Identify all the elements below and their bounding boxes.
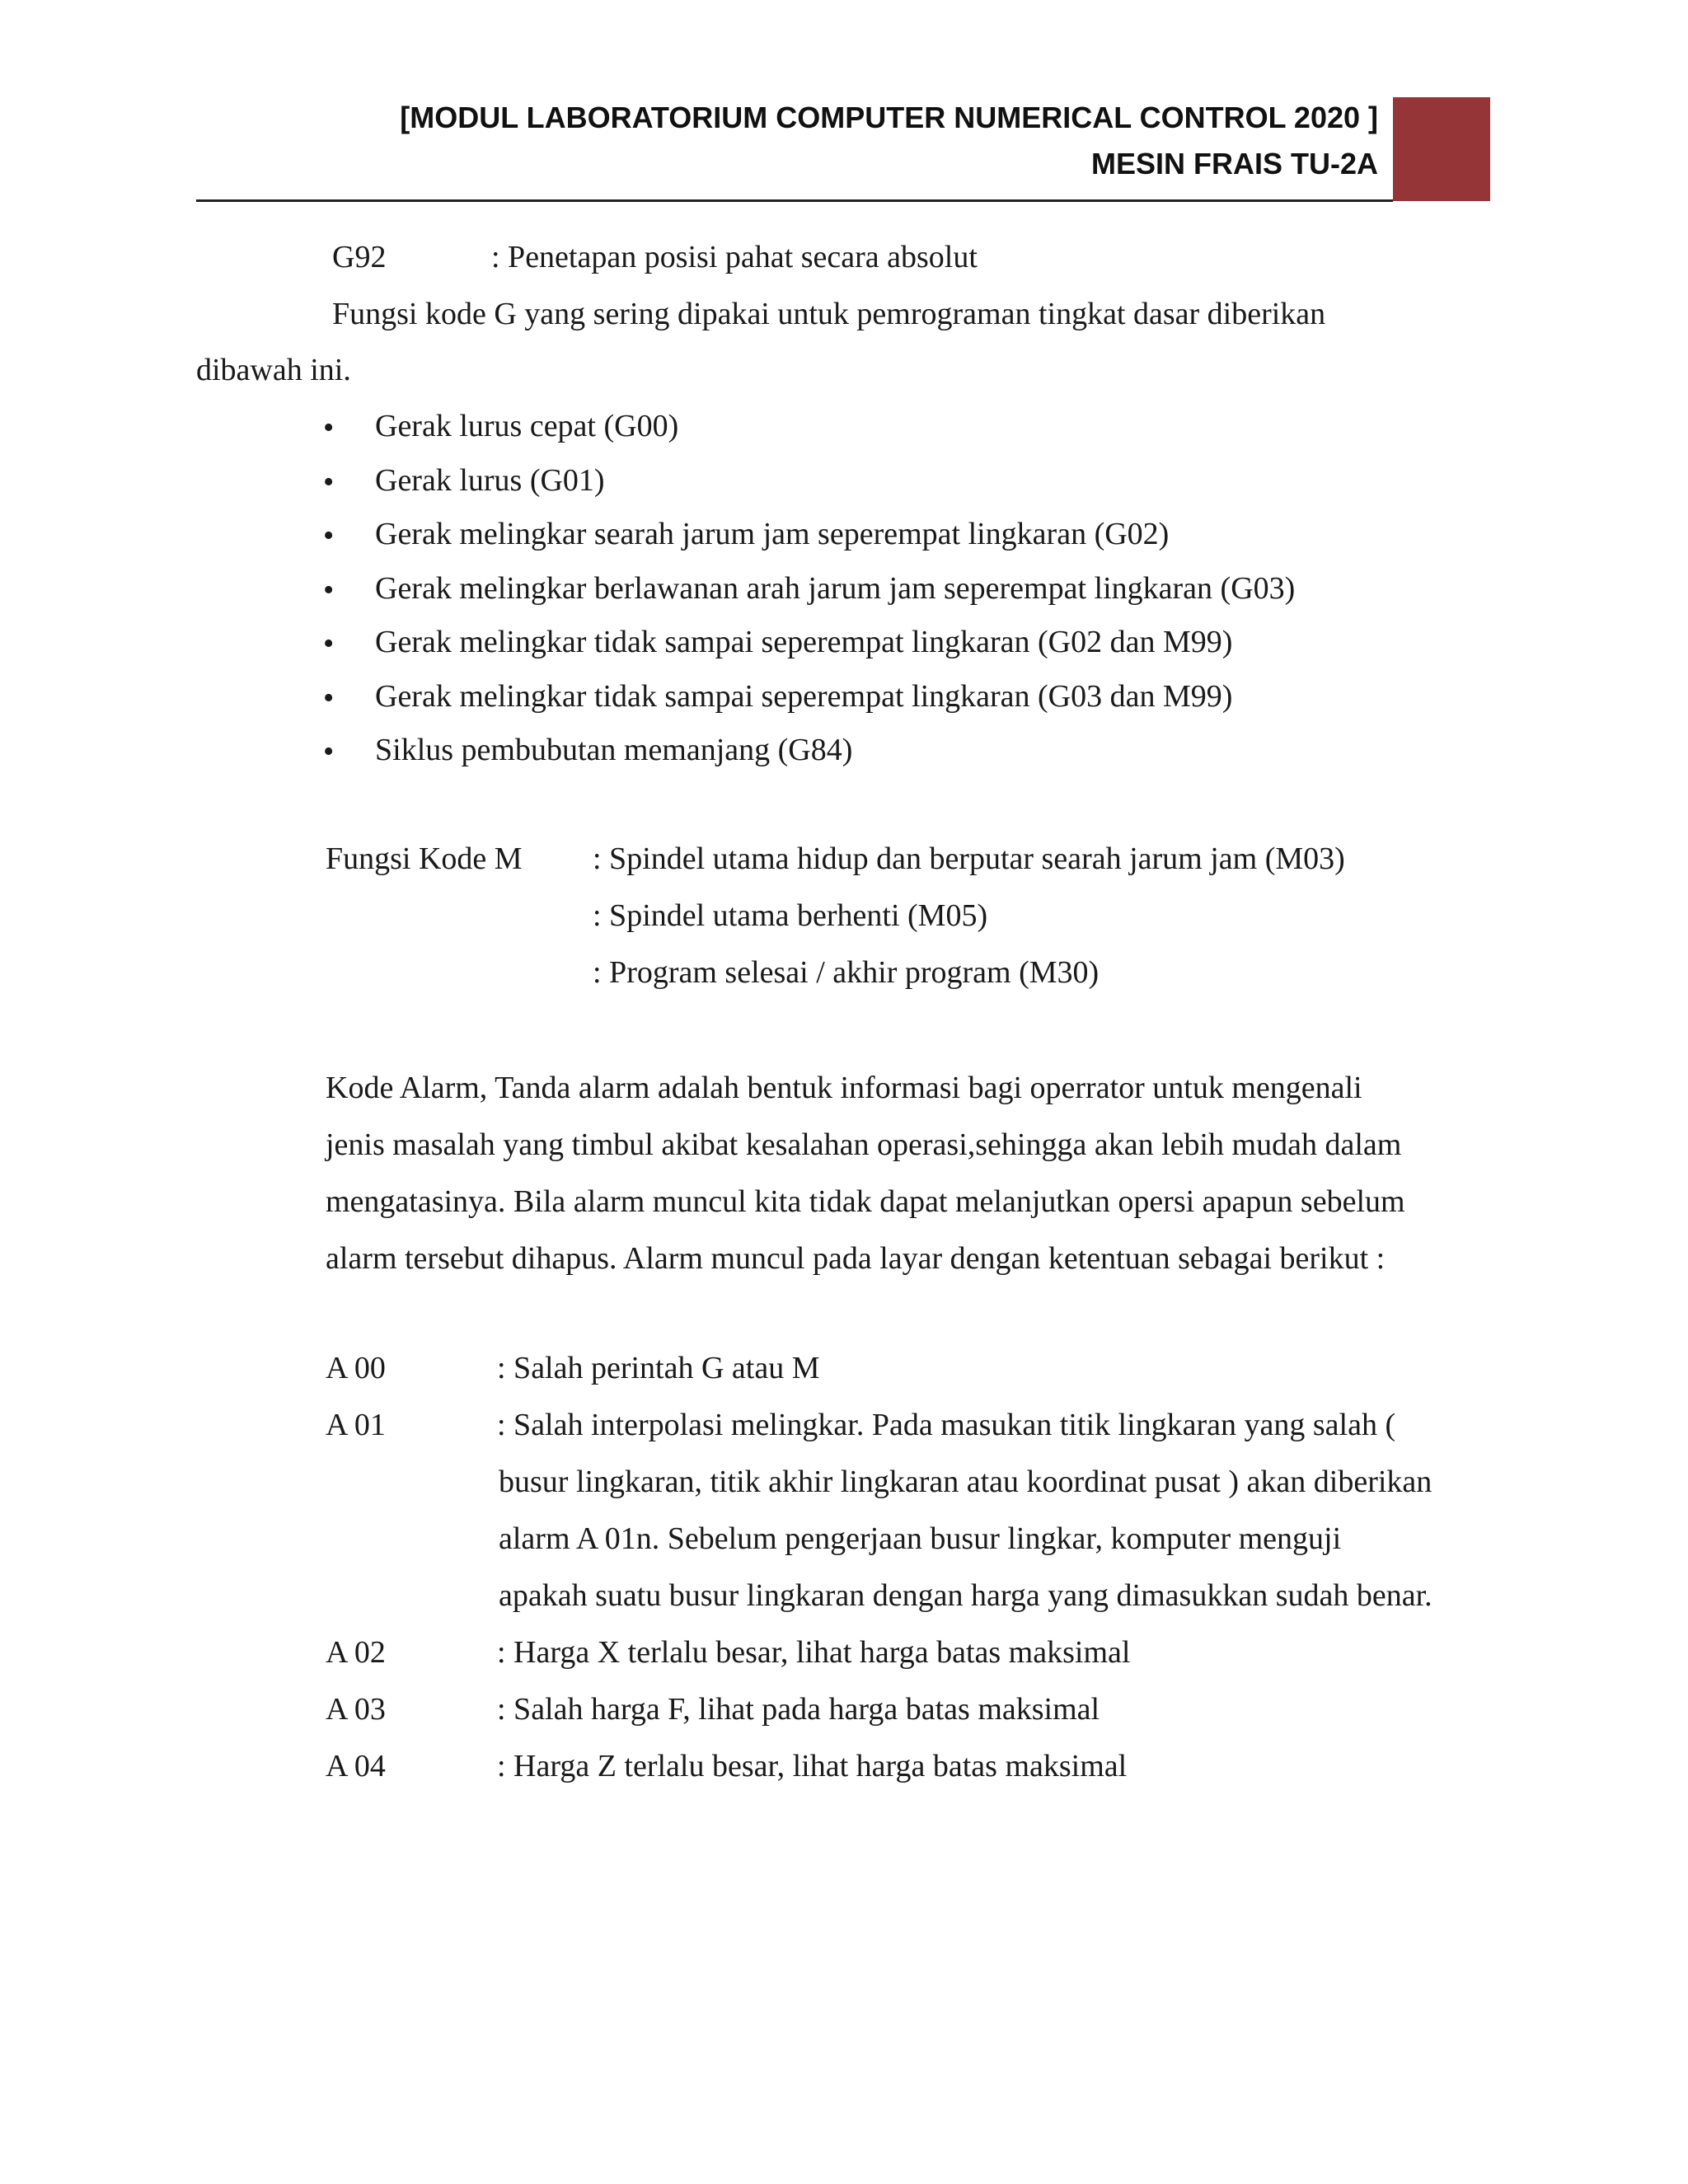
list-item-text: Gerak lurus cepat (G00) — [375, 409, 679, 443]
bullet-icon: • — [323, 518, 335, 553]
bullet-icon: • — [323, 680, 335, 715]
alarm-description-line: alarm A 01n. Sebelum pengerjaan busur lingkar, komputer menguji — [499, 1521, 1342, 1556]
m-function-label: Fungsi Kode M — [326, 841, 523, 876]
list-item-text: Siklus pembubutan memanjang (G84) — [375, 733, 853, 767]
bullet-icon: • — [323, 626, 335, 661]
g92-description: : Penetapan posisi pahat secara absolut — [491, 240, 978, 274]
m-function-item: : Program selesai / akhir program (M30) — [593, 955, 1100, 990]
alarm-description — [497, 1694, 1100, 1750]
intro-line-1: Fungsi kode G yang sering dipakai untuk pemrograman tingkat dasar diberikan — [332, 297, 1326, 331]
alarm-description-line: : Harga Z terlalu besar, lihat harga batas maksimal — [497, 1749, 1128, 1783]
alarm-code: A 01 — [326, 1408, 386, 1442]
alarm-description-line: apakah suatu busur lingkaran dengan harga yang dimasukkan sudah benar. — [499, 1578, 1432, 1613]
header-divider — [196, 199, 1393, 202]
alarm-code: A 00 — [326, 1351, 386, 1385]
m-function-item: : Spindel utama hidup dan berputar searah jarum jam (M03) — [593, 841, 1345, 876]
alarm-description — [497, 1750, 1127, 1807]
paragraph-line: alarm tersebut dihapus. Alarm muncul pada layar dengan ketentuan sebagai berikut : — [326, 1241, 1386, 1276]
bullet-icon: • — [323, 572, 335, 607]
alarm-description-line: : Harga X terlalu besar, lihat harga batas maksimal — [497, 1635, 1131, 1670]
alarm-description — [497, 1637, 1130, 1694]
g92-code: G92 — [332, 240, 387, 274]
list-item-text: Gerak melingkar tidak sampai seperempat lingkaran (G03 dan M99) — [375, 678, 1233, 714]
alarm-paragraph — [326, 1072, 1405, 1300]
alarm-description-line: : Salah perintah G atau M — [497, 1351, 820, 1385]
bullet-icon: • — [323, 464, 335, 499]
paragraph-line: Kode Alarm, Tanda alarm adalah bentuk informasi bagi operrator untuk mengenali — [326, 1071, 1362, 1105]
list-item-text: Gerak melingkar searah jarum jam seperempat lingkaran (G02) — [375, 517, 1170, 551]
m-function-item: : Spindel utama berhenti (M05) — [593, 898, 988, 933]
paragraph-line: jenis masalah yang timbul akibat kesalahan operasi,sehingga akan lebih mudah dalam — [326, 1127, 1402, 1162]
alarm-code: A 04 — [326, 1749, 386, 1783]
alarm-description — [497, 1352, 820, 1409]
header-subtitle: MESIN FRAIS TU-2A — [1090, 147, 1378, 180]
header-accent-block — [1393, 97, 1490, 201]
alarm-code: A 02 — [326, 1635, 386, 1670]
alarm-description-line: : Salah interpolasi melingkar. Pada masukan titik lingkaran yang salah ( — [497, 1408, 1396, 1442]
alarm-description-line: busur lingkaran, titik akhir lingkaran atau koordinat pusat ) akan diberikan — [499, 1465, 1432, 1499]
list-item-text: Gerak melingkar berlawanan arah jarum jam seperempat lingkaran (G03) — [375, 570, 1296, 606]
header-title: [MODUL LABORATORIUM COMPUTER NUMERICAL CONTROL 2020 ] — [400, 101, 1378, 134]
alarm-description — [497, 1409, 1432, 1637]
bullet-icon: • — [323, 734, 335, 769]
alarm-code: A 03 — [326, 1692, 386, 1727]
intro-line-2: dibawah ini. — [196, 353, 351, 387]
list-item-text: Gerak lurus (G01) — [375, 462, 605, 498]
list-item-text: Gerak melingkar tidak sampai seperempat lingkaran (G02 dan M99) — [375, 625, 1233, 659]
bullet-icon: • — [323, 410, 335, 445]
alarm-description-line: : Salah harga F, lihat pada harga batas maksimal — [497, 1692, 1100, 1727]
paragraph-line: mengatasinya. Bila alarm muncul kita tidak dapat melanjutkan opersi apapun sebelum — [326, 1184, 1405, 1219]
